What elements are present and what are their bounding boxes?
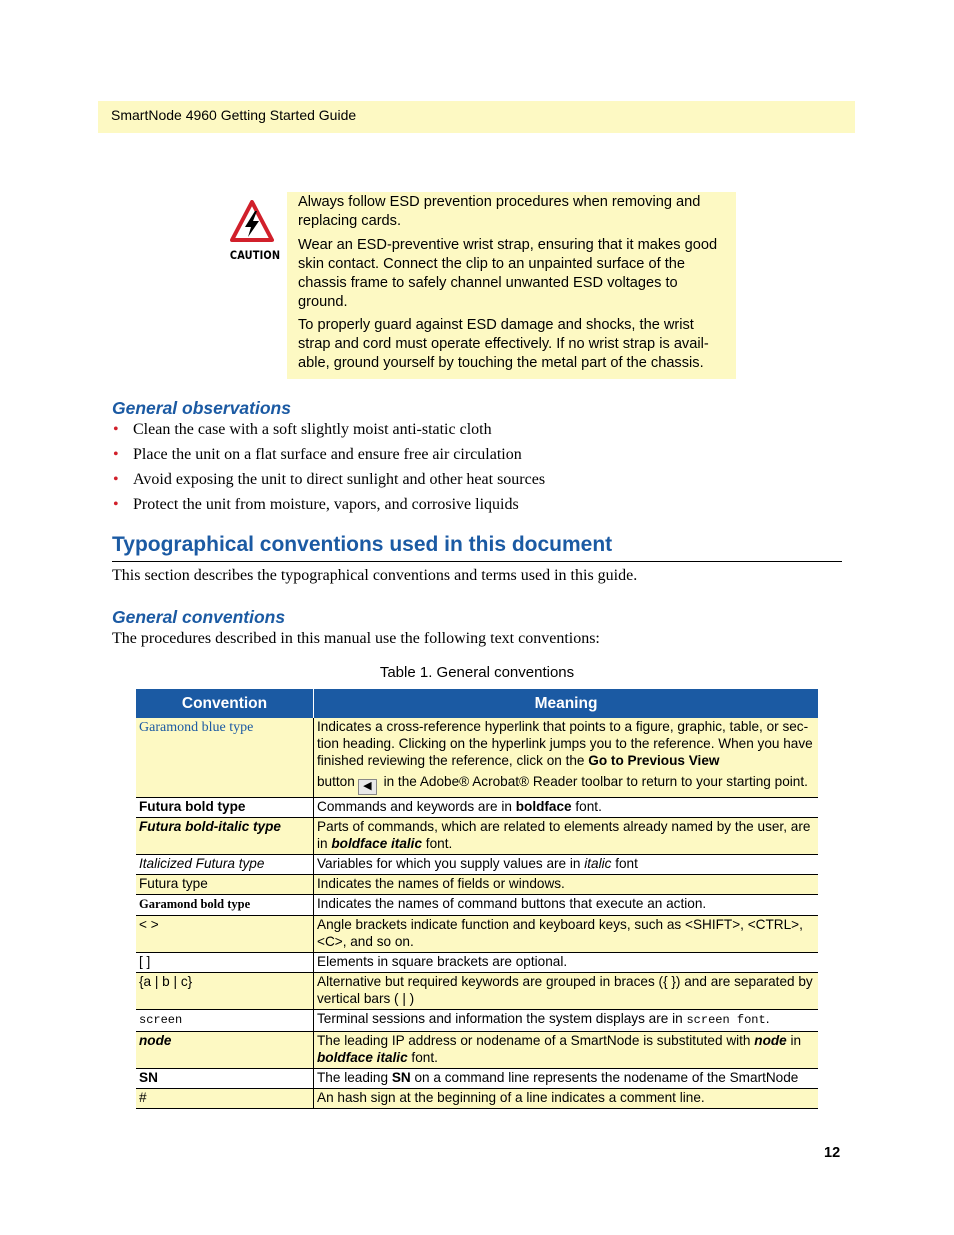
observations-list — [112, 419, 545, 519]
convention-cell — [136, 1010, 314, 1032]
meaning-cell — [314, 1032, 819, 1069]
list-item-text: Place the unit on a flat surface and ensure free air circulation — [133, 446, 522, 463]
convention-text: Garamond bold type — [139, 897, 251, 911]
table-row — [136, 916, 818, 953]
convention-cell: # — [136, 1089, 314, 1109]
table-row — [136, 1069, 818, 1089]
table-header-row — [136, 689, 818, 718]
meaning-text: font — [611, 856, 638, 871]
table-row — [136, 953, 818, 973]
convention-cell: SN — [136, 1069, 314, 1089]
meaning-text: font. — [407, 1050, 438, 1065]
meaning-cell: Alternative but required keywords are grouped in braces ({ }) and are separated by vertical bars ( | ) — [314, 973, 819, 1010]
meaning-cell: Elements in square brackets are optional. — [314, 953, 819, 973]
convention-cell: < > — [136, 916, 314, 953]
meaning-bold-text: boldface — [515, 799, 572, 814]
meaning-text: The leading — [317, 1070, 392, 1085]
table-row — [136, 1089, 818, 1109]
bullet-icon: • — [113, 471, 119, 488]
convention-cell: Italicized Futura type — [136, 855, 314, 875]
convention-text: Garamond blue type — [139, 720, 254, 735]
list-item — [112, 444, 545, 469]
meaning-cell — [314, 818, 819, 855]
column-header-meaning: Meaning — [314, 689, 819, 718]
list-item-text: Avoid exposing the unit to direct sunlight and other heat sources — [133, 471, 546, 488]
meaning-mono-text: screen font — [686, 1013, 766, 1027]
table-row — [136, 973, 818, 1010]
table-row — [136, 1010, 818, 1032]
table-row — [136, 818, 818, 855]
caution-warning-icon — [230, 200, 274, 242]
general-observations-heading: General observations — [112, 398, 291, 418]
general-conventions-intro: The procedures described in this manual use the following text conventions: — [112, 630, 600, 647]
convention-text: screen — [139, 1013, 183, 1027]
meaning-text: Indicates a cross-reference hyperlink that points to a figure, graphic, table, or sec-tion heading. Clicking on the hyperlink jumps you to the reference. When you have finished reviewing the reference, click on the — [317, 719, 813, 768]
convention-cell — [136, 895, 314, 916]
caution-block — [226, 200, 281, 262]
general-conventions-heading: General conventions — [112, 607, 286, 627]
column-header-convention: Convention — [136, 689, 314, 718]
running-header-title: SmartNode 4960 Getting Started Guide — [111, 107, 357, 123]
bullet-icon: • — [113, 496, 119, 513]
convention-cell: node — [136, 1032, 314, 1069]
table-row — [136, 875, 818, 895]
table-row — [136, 895, 818, 916]
convention-cell: Futura type — [136, 875, 314, 895]
meaning-text: in — [786, 1033, 802, 1048]
meaning-text: . — [765, 1011, 770, 1026]
list-item-text: Clean the case with a soft slightly moist anti-static cloth — [133, 421, 492, 438]
convention-cell: {a | b | c} — [136, 973, 314, 1010]
page-number: 12 — [824, 1145, 841, 1161]
meaning-text: in the Adobe® Acrobat® Reader toolbar to return to your starting point. — [379, 774, 808, 789]
list-item — [112, 469, 545, 494]
caution-paragraph: Always follow ESD prevention procedures when removing and replacing cards. — [298, 194, 701, 229]
meaning-cell: An hash sign at the beginning of a line indicates a comment line. — [314, 1089, 819, 1109]
convention-cell: Futura bold-italic type — [136, 818, 314, 855]
meaning-bold-italic-text: node — [754, 1033, 787, 1048]
table-row — [136, 855, 818, 875]
meaning-cell: Indicates the names of fields or windows. — [314, 875, 819, 895]
caution-paragraph: Wear an ESD-preventive wrist strap, ensuring that it makes good skin contact. Connect the clip to an unpainted surface of the chassis frame to safely channel unwanted ESD voltages to ground. — [298, 236, 718, 310]
meaning-cell — [314, 718, 819, 798]
convention-cell: [ ] — [136, 953, 314, 973]
meaning-cell — [314, 855, 819, 875]
caution-label: CAUTION — [229, 248, 281, 262]
table-row — [136, 718, 818, 798]
meaning-text: The leading IP address or nodename of a SmartNode is substituted with — [317, 1033, 755, 1048]
table-row — [136, 798, 818, 818]
bullet-icon: • — [113, 446, 119, 463]
table-row — [136, 1032, 818, 1069]
typographical-conventions-heading: Typographical conventions used in this document — [112, 533, 842, 562]
meaning-bold-text: Go to Previous View — [588, 753, 720, 768]
meaning-text: button — [317, 774, 355, 789]
meaning-bold-italic-text: boldface italic — [331, 836, 423, 851]
list-item — [112, 419, 545, 444]
list-item-text: Protect the unit from moisture, vapors, and corrosive liquids — [133, 496, 519, 513]
running-header — [98, 101, 855, 133]
table-caption: Table 1. General conventions — [379, 664, 575, 681]
meaning-bold-italic-text: boldface italic — [317, 1050, 408, 1065]
meaning-italic-text: italic — [584, 856, 612, 871]
list-item — [112, 494, 545, 519]
convention-cell — [136, 718, 314, 798]
meaning-text: on a command line represents the nodename of the SmartNode — [410, 1070, 799, 1085]
meaning-text: Parts of commands, which are related to elements already named by the user, are in — [317, 819, 811, 851]
convention-cell: Futura bold type — [136, 798, 314, 818]
meaning-text: Commands and keywords are in — [317, 799, 516, 814]
meaning-cell — [314, 1010, 819, 1032]
bullet-icon: • — [113, 421, 119, 438]
meaning-bold-text: SN — [391, 1070, 411, 1085]
meaning-text: font. — [422, 836, 453, 851]
meaning-cell — [314, 798, 819, 818]
meaning-cell — [314, 1069, 819, 1089]
meaning-cell: Angle brackets indicate function and keyboard keys, such as <SHIFT>, <CTRL>, <C>, and so on. — [314, 916, 819, 953]
conventions-table — [136, 689, 818, 1109]
caution-paragraph: To properly guard against ESD damage and shocks, the wrist strap and cord must operate effectively. If no wrist strap is avail-able, ground yourself by touching the metal part of the chassis. — [298, 317, 709, 371]
meaning-text: font. — [571, 799, 602, 814]
typographical-intro: This section describes the typographical conventions and terms used in this guide. — [112, 567, 638, 584]
previous-view-icon: ◀ — [358, 779, 377, 795]
caution-note — [287, 192, 736, 379]
meaning-text: Terminal sessions and information the system displays are in — [317, 1011, 687, 1026]
meaning-cell: Indicates the names of command buttons that execute an action. — [314, 895, 819, 916]
meaning-text: Variables for which you supply values are in — [317, 856, 585, 871]
